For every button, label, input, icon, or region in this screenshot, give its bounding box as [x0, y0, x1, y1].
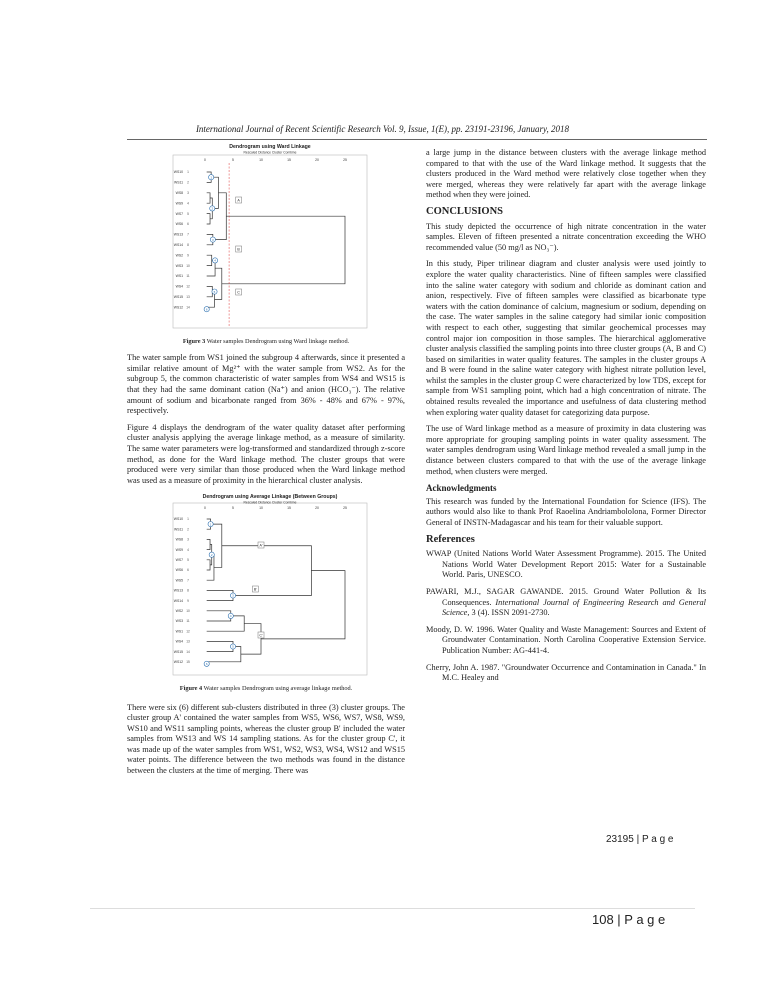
figure-4-tick-label: 25	[343, 506, 347, 511]
figure-3-group-label: A	[237, 198, 240, 203]
figure-3-leaf-label: WS4	[175, 284, 183, 289]
figure-4-subcluster-number: 5	[232, 645, 234, 650]
figure-4-leaf-index: 3	[187, 537, 189, 542]
figure-4-leaf-index: 15	[186, 660, 190, 665]
figure-4-subtitle: Rescaled Distance Cluster Combine	[243, 500, 297, 505]
figure-4-leaf-index: 9	[187, 599, 189, 604]
figure-3-leaf-index: 3	[187, 191, 189, 195]
figure-4-leaf-label: WS13	[173, 588, 183, 593]
figure-4-group-label: C'	[259, 633, 263, 638]
figure-4-tick-label: 10	[259, 506, 263, 511]
figure-3-leaf-label: WS6	[175, 222, 183, 227]
figure-3-tick-label: 15	[287, 158, 291, 162]
figure-4-leaf-index: 7	[187, 578, 189, 583]
journal-header: International Journal of Recent Scientific Research Vol. 9, Issue, 1(E), pp. 23191-23196, January, 2018	[195, 124, 570, 134]
figure-4-leaf-label: WS6	[175, 568, 183, 573]
figure-3-leaf-index: 13	[186, 295, 190, 299]
figure-4-leaf-label: WS14	[173, 599, 183, 604]
figure-4-leaf-label: WS7	[175, 558, 183, 563]
figure-4-leaf-index: 5	[187, 558, 189, 563]
conclusion-paragraph-2: In this study, Piper trilinear diagram and cluster analysis were used jointly to explore the water quality characteristics. Nine of fifteen samples were classified into the saline water category with sodium and chloride as dominant cation and anion, respectively. Five of fifteen samples were classified as bicarbonate type waters with the cation dominance of calcium, magnesium or sodium, depending on the case. The water samples in the saline category had similar ionic composition with respect to each other, suggesting that similar geochemical processes may control major ion composition in those samples. The hierarchical agglomerative cluster analysis classified the sampling points into three cluster groups (A, B and C) based on similarities in water quality features. The samples in the cluster groups A and B were found in the saline water category with highest nitrate pollution level, whilst the samples in the cluster group C were characterized by low TDS, except for sample from WS1 sampling point, which had a high concentration of nitrate. The obtained results revealed the importance and usefulness of data clustering method when exploring water quality dataset for categorizing data purpose.	[426, 259, 706, 417]
header-rule	[127, 139, 707, 140]
figure-3-caption	[127, 337, 405, 348]
figure-3-tick-label: 20	[315, 158, 319, 162]
reference-4: Cherry, John A. 1987. "Groundwater Occurrence and Contamination in Canada." In M.C. Healey and	[426, 662, 706, 683]
figure-3-leaf-label: WS7	[175, 211, 183, 216]
figure-4-leaf-index: 1	[187, 517, 189, 522]
figure-3-leaf-label: WS8	[175, 191, 183, 195]
figure-3-frame	[173, 155, 367, 328]
figure-3-leaf-index: 4	[187, 201, 189, 206]
figure-3-leaf-index: 9	[187, 253, 189, 258]
figure-3-leaf-label: WS2	[175, 253, 183, 258]
conclusion-paragraph-3: The use of Ward linkage method as a measure of proximity in data clustering was more appropriate for grouping sampling points in water quality assessment. The water samples dendrogram using Ward linkage method revealed a small jump in the distance between clusters compared to that with the use of the average linkage method, when clusters were merged.	[426, 424, 706, 476]
figure-3-group-label: C	[237, 290, 240, 295]
figure-4-leaf-index: 8	[187, 588, 189, 593]
figure-4-leaf-index: 13	[186, 639, 190, 644]
figure-3-leaf-label: WS13	[173, 232, 183, 237]
figure-3-leaf-index: 5	[187, 211, 189, 216]
figure-3-leaf-index: 1	[187, 170, 189, 175]
figure-3-leaf-label: WS1	[175, 274, 183, 279]
references-heading: References	[426, 533, 475, 545]
figure-3-leaf-index: 12	[186, 284, 190, 289]
left-paragraph-1: The water sample from WS1 joined the subgroup 4 afterwards, since it presented a similar relative amount of Mg²⁺ with the water sample from WS2. As for the subgroup 5, the common characteristic of water samples from WS4 and WS15 is that they had the same dominant cation (Na⁺) and anion (HCO₃⁻). The relative amount of sodium and bicarbonate ranged from 36% - 48% and 67% - 97%, respectively.	[127, 353, 405, 416]
acknowledgments-heading: Acknowledgments	[426, 483, 497, 494]
figure-4-leaf-label: WS1	[175, 629, 183, 634]
left-paragraph-3: There were six (6) different sub-clusters distributed in three (3) cluster groups. The cluster group A' contained the water samples from WS5, WS6, WS7, WS8, WS9, WS10 and WS11 sampling points, whereas the cluster group B' included the water samples from WS13 and WS 14 sampling stations. As for the cluster group C', it was made up of the water samples from WS1, WS2, WS3, WS4, WS12 and WS15 water points. The difference between the two methods was found in the distance between the clusters at the time of merging. There was	[127, 702, 405, 776]
figure-4-tick-label: 0	[204, 506, 206, 511]
figure-4-leaf-index: 12	[186, 629, 190, 634]
figure-4-leaf-label: WS5	[175, 578, 183, 583]
figure-3-leaf-label: WS15	[173, 295, 183, 299]
figure-3-leaf-index: 14	[186, 305, 190, 310]
reference-2-issue: , 3 (4). ISSN 2091-2730.	[467, 608, 550, 618]
figure-3-leaf-index: 6	[187, 222, 189, 227]
figure-4-label: Figure 4	[179, 684, 203, 692]
figure-3-subcluster-number: 3	[212, 237, 214, 242]
figure-4-leaf-index: 4	[187, 548, 189, 553]
figure-3-group-label: B	[237, 247, 240, 252]
figure-3-leaf-index: 11	[186, 274, 190, 279]
figure-3-subcluster-number: 1	[210, 175, 212, 180]
figure-3-subcluster-number: 6	[205, 307, 208, 312]
figure-3-leaf-label: WS9	[175, 201, 183, 206]
figure-3-leaf-index: 2	[187, 180, 189, 185]
figure-3-tick-label: 0	[204, 158, 206, 162]
figure-4-caption-text: Water samples Dendrogram using average linkage method.	[202, 684, 353, 692]
reference-2-authors: PAWARI, M.J., SAGAR GAWANDE. 2015. Ground Water Pollution & Its Consequences.	[426, 586, 706, 607]
reference-2	[426, 587, 706, 619]
figure-4-tick-label: 5	[232, 506, 234, 511]
right-column	[426, 148, 706, 690]
figure-3-leaf-label: WS14	[173, 243, 183, 247]
figure-3-leaf-label: WS11	[174, 180, 183, 185]
journal-page-number: 23195 | P a g e	[606, 834, 674, 845]
figure-4-leaf-label: WS2	[175, 609, 183, 614]
figure-4-subcluster-number: 3	[232, 594, 234, 599]
conclusion-paragraph-1: This study depicted the occurrence of high nitrate concentration in the water samples. Eleven of fifteen presented a nitrate concentration exceeding the WHO recommended value (50 mg/l as NO₃⁻).	[426, 221, 706, 252]
figure-4-title: Dendrogram using Average Linkage (Between Groups)	[202, 494, 338, 501]
figure-3-subcluster-number: 5	[213, 289, 216, 294]
reference-2-journal: International Journal of Engineering Research and General Science	[442, 597, 706, 618]
reference-3: Moody, D. W. 1996. Water Quality and Waste Management: Sources and Extent of Groundwater Contamination. North Carolina Cooperative Extension Service. Publication Number: AG-441-4.	[426, 624, 706, 655]
footer-rule	[90, 908, 695, 909]
figure-3-subtitle: Rescaled Distance Cluster Combine	[243, 150, 297, 155]
figure-3-dendrogram	[127, 142, 405, 330]
figure-4-leaf-label: WS3	[175, 619, 183, 624]
figure-3-tick-label: 5	[232, 158, 234, 162]
figure-4-group-label: B'	[253, 587, 257, 592]
figure-4-leaf-index: 14	[186, 650, 190, 655]
figure-4-leaf-index: 11	[186, 619, 190, 624]
figure-4-leaf-label: WS4	[175, 639, 183, 644]
figure-3-leaf-label: WS10	[173, 170, 183, 175]
figure-4-leaf-label: WS9	[175, 548, 183, 553]
figure-3-leaf-index: 8	[187, 243, 189, 247]
left-column	[127, 142, 405, 783]
figure-4-tick-label: 20	[315, 506, 319, 511]
figure-3-caption-text: Water samples Dendrogram using Ward linkage method.	[205, 337, 350, 345]
figure-4-leaf-index: 2	[187, 527, 189, 532]
right-paragraph-0: a large jump in the distance between clusters with the average linkage method compared to that with the use of the Ward linkage method. It suggests that the clusters produced in the Ward method were relatively close together when they were merged, whereas they were relatively far apart with the average linkage method when they were joined.	[426, 148, 706, 200]
figure-4-subcluster-number: 1	[209, 522, 212, 527]
figure-4-dendrogram	[127, 492, 405, 678]
figure-4-tick-label: 15	[287, 506, 291, 511]
figure-3-leaf-label: WS12	[173, 305, 183, 310]
figure-4-subcluster-number: 2	[210, 553, 213, 558]
figure-3-tick-label: 10	[259, 158, 263, 162]
reference-1: WWAP (United Nations World Water Assessment Programme). 2015. The United Nations World Water Development Report 2015: Water for a Sustainable World. Paris, UNESCO.	[426, 549, 706, 580]
figure-4-leaf-label: WS15	[173, 650, 183, 655]
figure-3-leaf-index: 7	[187, 232, 189, 237]
figure-4-leaf-label: WS10	[173, 517, 183, 522]
figure-3-subcluster-number: 2	[211, 206, 214, 211]
figure-3-tick-label: 25	[343, 158, 347, 162]
figure-3-leaf-index: 10	[186, 263, 190, 268]
figure-4-leaf-label: WS8	[175, 537, 183, 542]
figure-4-leaf-index: 10	[186, 609, 190, 614]
figure-4-subcluster-number: 4	[229, 614, 232, 619]
footer-page-number: 108 | P a g e	[592, 912, 666, 927]
acknowledgments-text: This research was funded by the International Foundation for Science (IFS). The authors would also like to thank Prof Raoelina Andriambololona, Former Director General of INSTN-Madagascar and his team for their valuable support.	[426, 496, 706, 527]
left-paragraph-2: Figure 4 displays the dendrogram of the water quality dataset after performing cluster analysis applying the average linkage method, as a measure of similarity. The same water parameters were log-transformed and standardized through z-score method, as done for the Ward linkage method. The cluster groups that were produced were very similar than those produced when the Ward linkage method was used as a measure of proximity in the hierarchical cluster analysis.	[127, 422, 405, 485]
figure-4-leaf-label: WS11	[174, 527, 183, 532]
figure-4-group-label: A'	[259, 543, 263, 548]
figure-3-title: Dendrogram using Ward Linkage	[229, 144, 311, 150]
figure-3-subcluster-number: 4	[214, 258, 216, 263]
conclusions-heading: CONCLUSIONS	[426, 205, 504, 217]
figure-4-leaf-index: 6	[187, 568, 189, 573]
figure-4-subcluster-number: 6	[205, 662, 208, 667]
figure-4-caption	[127, 684, 405, 695]
figure-3-label: Figure 3	[182, 337, 206, 345]
figure-3-leaf-label: WS3	[175, 263, 183, 268]
figure-4-leaf-label: WS12	[173, 660, 183, 665]
